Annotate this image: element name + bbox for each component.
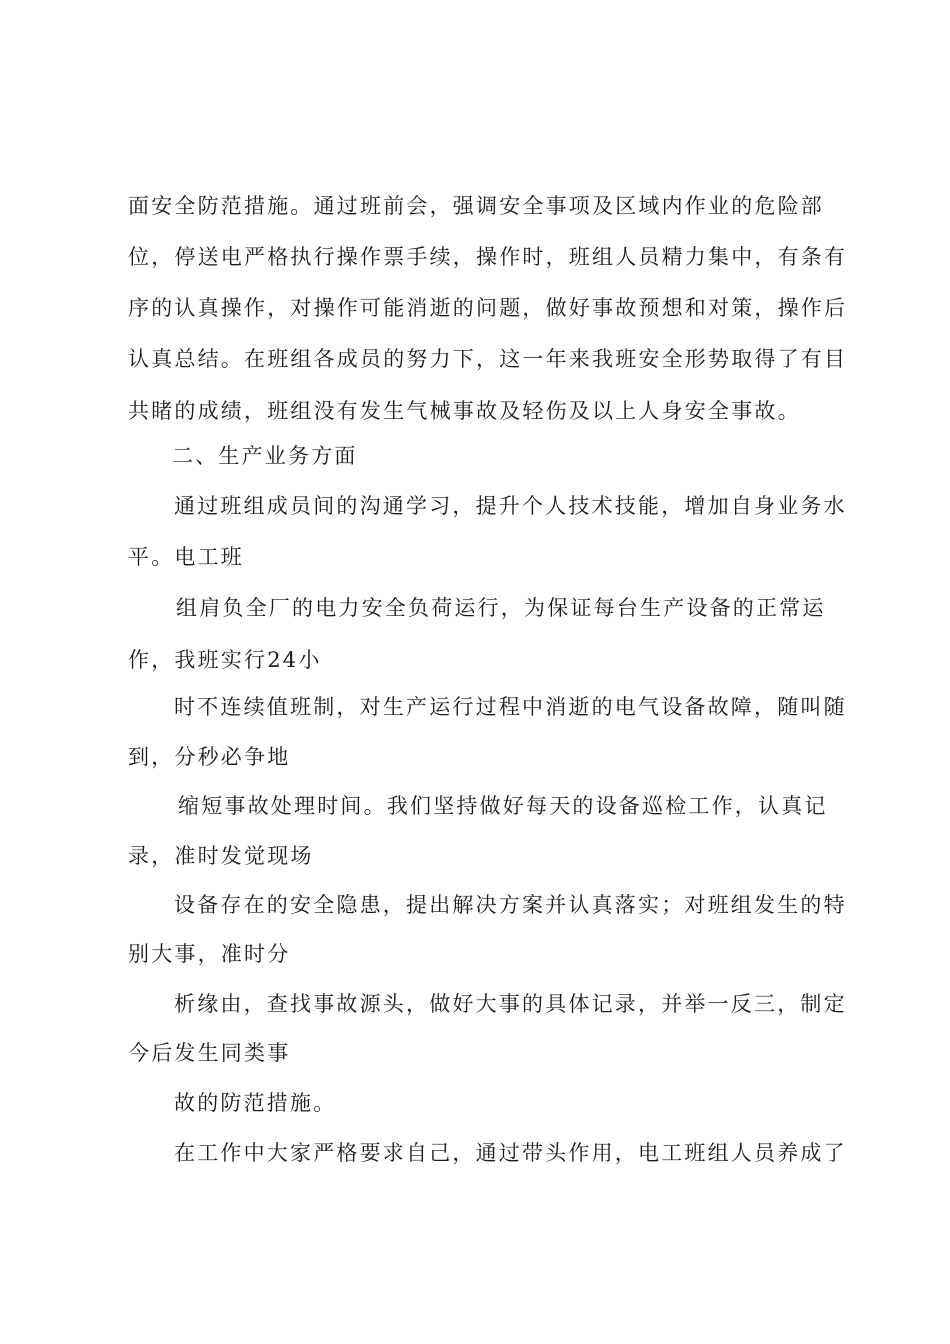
text-line: 录，准时发觉现场 (128, 844, 314, 868)
text-line: 到，分秒必争地 (128, 745, 291, 769)
text-line: 面安全防范措施。通过班前会，强调安全事项及区域内作业的危险部 (128, 194, 824, 218)
text-line: 位，停送电严格执行操作票手续，操作时，班组人员精力集中，有条有 (128, 245, 848, 269)
text-line: 序的认真操作，对操作可能消逝的问题，做好事故预想和对策，操作后 (128, 296, 848, 320)
text-line: 缩短事故处理时间。我们坚持做好每天的设备巡检工作，认真记 (178, 794, 828, 818)
text-line: 作，我班实行24小 (128, 648, 322, 672)
text-line: 认真总结。在班组各成员的努力下，这一年来我班安全形势取得了有目 (128, 347, 848, 371)
text-line: 组肩负全厂的电力安全负荷运行，为保证每台生产设备的正常运 (176, 596, 826, 620)
text-line: 设备存在的安全隐患，提出解决方案并认真落实；对班组发生的特 (174, 893, 847, 917)
text-line: 别大事，准时分 (128, 942, 291, 966)
text-line: 今后发生同类事 (128, 1041, 291, 1065)
text-line: 时不连续值班制，对生产运行过程中消逝的电气设备故障，随叫随 (174, 695, 847, 719)
text-line: 通过班组成员间的沟通学习，提升个人技术技能，增加自身业务水 (174, 494, 847, 518)
section-heading: 二、生产业务方面 (172, 444, 358, 468)
text-line: 平。电工班 (128, 545, 244, 569)
text-line: 析缘由，查找事故源头，做好大事的具体记录，并举一反三，制定 (174, 992, 847, 1016)
text-line: 共睹的成绩，班组没有发生气械事故及轻伤及以上人身安全事故。 (128, 399, 801, 423)
text-line: 在工作中大家严格要求自己，通过带头作用，电工班组人员养成了 (174, 1141, 847, 1165)
text-line: 故的防范措施。 (174, 1091, 337, 1115)
